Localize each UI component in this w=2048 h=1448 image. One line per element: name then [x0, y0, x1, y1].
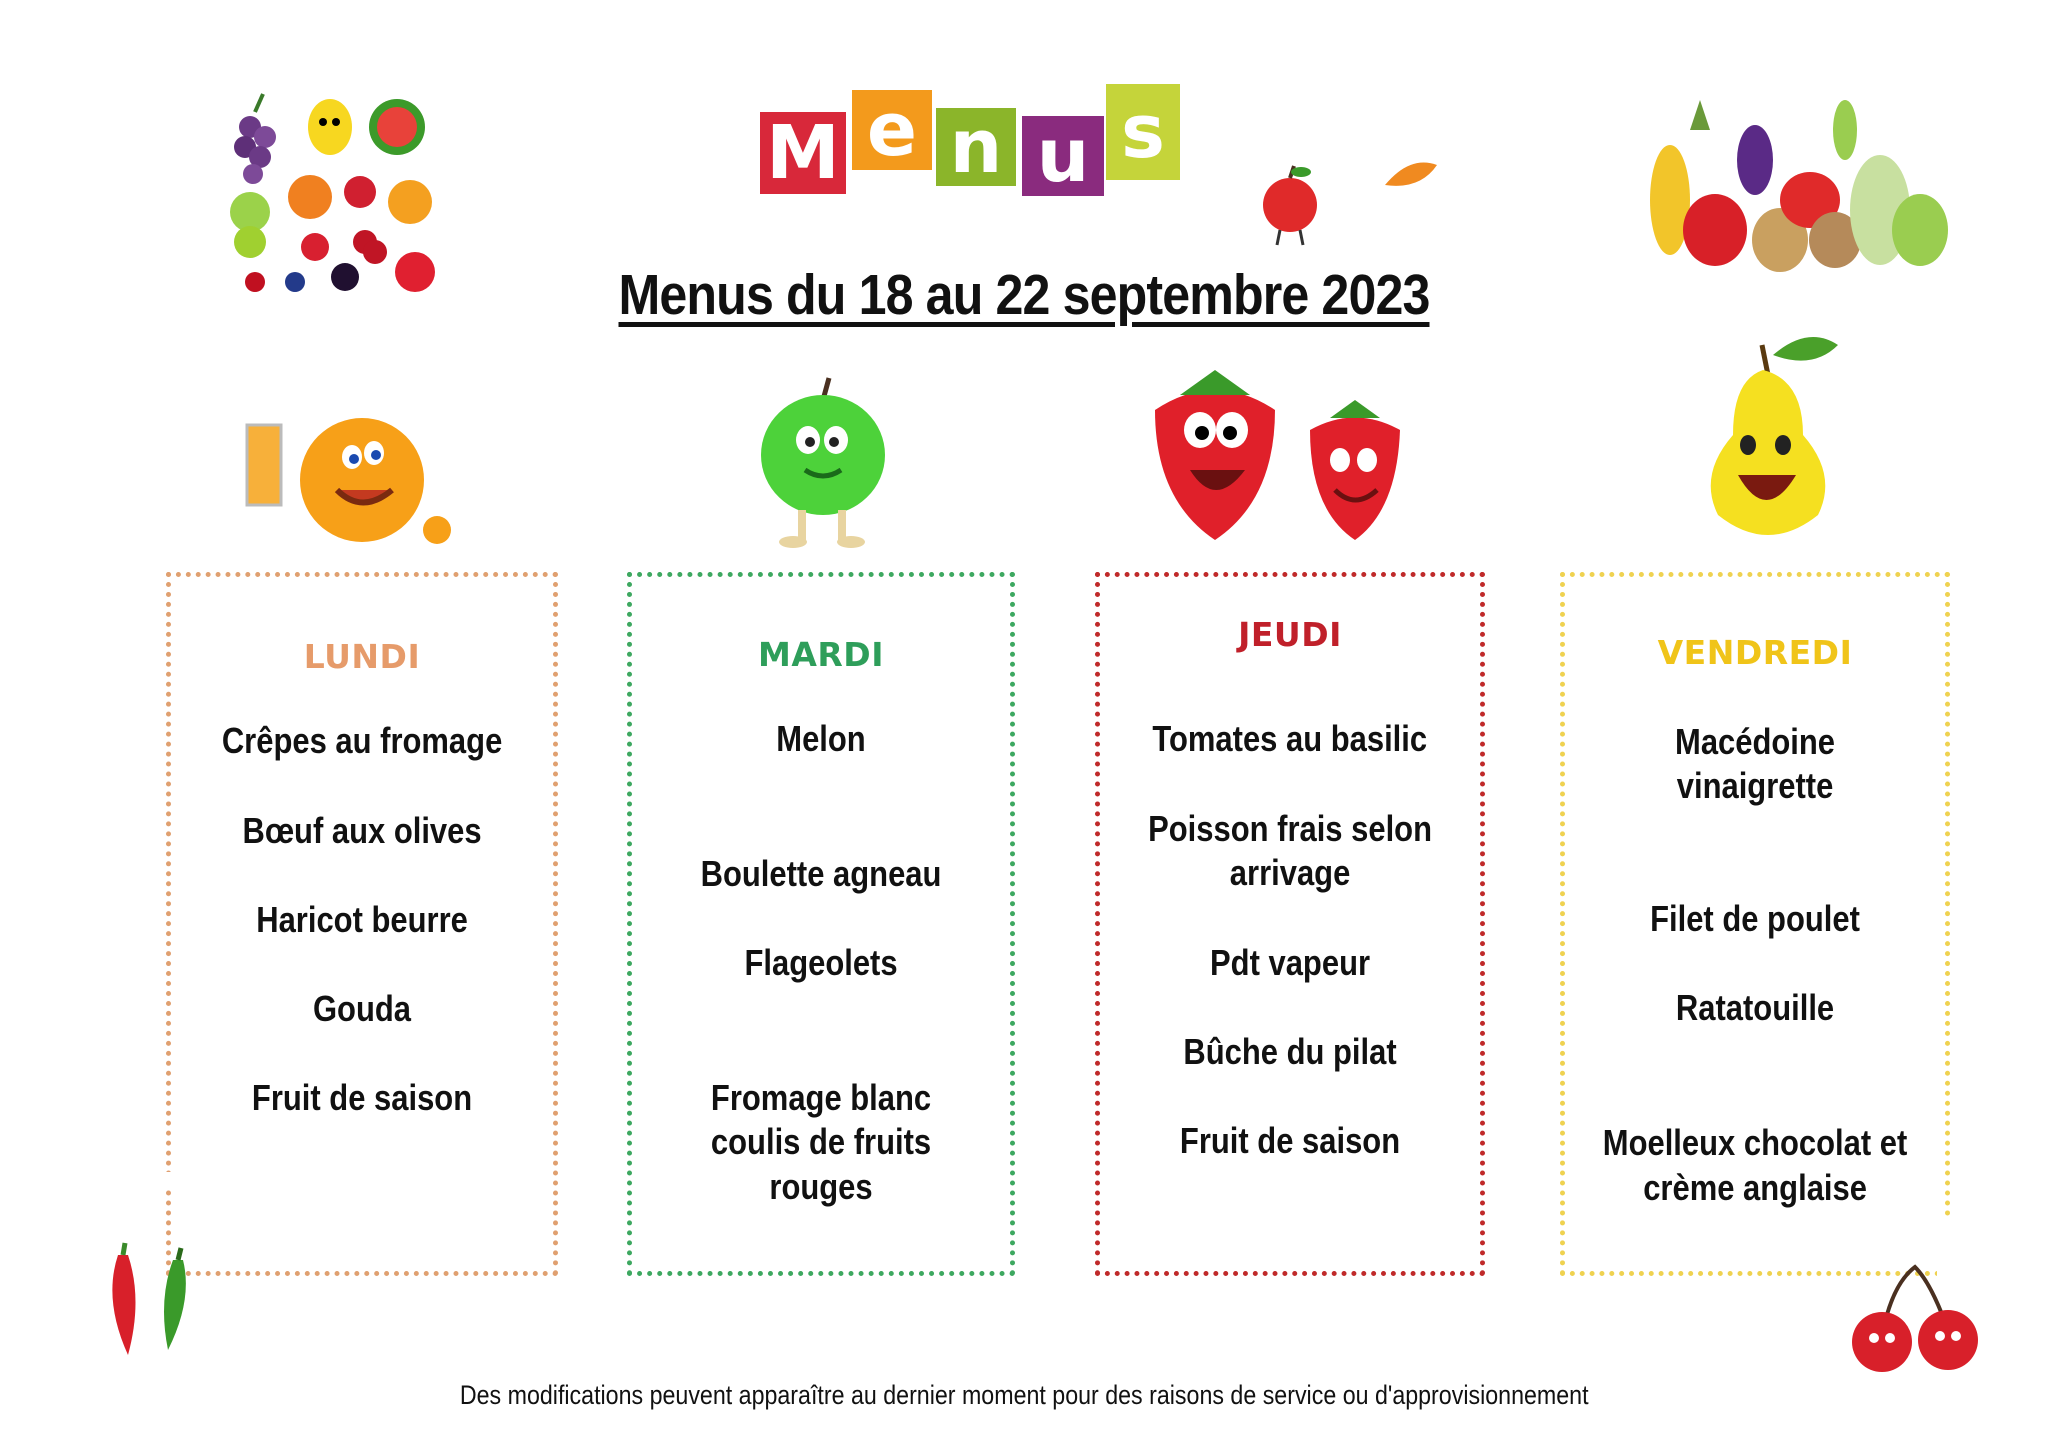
menu-item: Melon: [776, 718, 866, 759]
menu-item: vinaigrette: [1676, 765, 1834, 806]
day-card-jeudi: [1095, 572, 1485, 1276]
apple-icon: [1255, 160, 1325, 250]
orange-juice-icon: [232, 405, 462, 555]
menu-item: Poisson frais selon: [1148, 808, 1432, 849]
menu-item: Tomates au basilic: [1152, 718, 1428, 759]
menu-item: Fruit de saison: [251, 1077, 473, 1118]
pear-icon: [1688, 325, 1858, 550]
page-title: Menus du 18 au 22 septembre 2023: [618, 263, 1430, 327]
logo-letter-m: M: [760, 112, 846, 194]
menu-item: crème anglaise: [1643, 1167, 1867, 1208]
logo-letter-n: n: [936, 108, 1016, 186]
menu-item: Macédoine: [1674, 721, 1835, 762]
carrot-icon: [1375, 150, 1445, 200]
day-heading: VENDREDI: [1657, 633, 1853, 672]
footer-note: Des modifications peuvent apparaître au dernier moment pour des raisons de service ou d'approvisionnement: [459, 1380, 1589, 1410]
menu-item: Boulette agneau: [700, 853, 942, 894]
logo-letter-e: e: [852, 90, 932, 170]
menu-item: Fruit de saison: [1179, 1120, 1401, 1161]
menu-item: arrivage: [1229, 852, 1351, 893]
strawberries-icon: [1135, 360, 1425, 550]
menu-item: Bœuf aux olives: [242, 810, 482, 851]
menu-item: Bûche du pilat: [1183, 1031, 1397, 1072]
menu-item: Gouda: [312, 988, 412, 1029]
menu-item: Pdt vapeur: [1209, 942, 1370, 983]
vegetables-collage-icon: [1630, 90, 1960, 280]
day-card-lundi: [166, 572, 558, 1276]
day-card-vendredi: [1560, 572, 1950, 1276]
cherries-icon: [1840, 1262, 1990, 1382]
menu-item: Ratatouille: [1675, 987, 1835, 1028]
day-card-mardi: [627, 572, 1015, 1276]
logo-letter-s: s: [1106, 84, 1180, 180]
menu-item: Haricot beurre: [256, 899, 468, 940]
day-heading: LUNDI: [303, 637, 421, 676]
day-heading: MARDI: [758, 635, 884, 674]
peppers-icon: [88, 1240, 218, 1370]
menu-item: Filet de poulet: [1650, 898, 1860, 939]
day-heading: JEUDI: [1238, 615, 1342, 654]
menus-logo: [760, 80, 1180, 200]
menu-item: Moelleux chocolat et: [1602, 1122, 1908, 1163]
menu-item: coulis de fruits: [710, 1121, 932, 1162]
green-apple-icon: [733, 370, 913, 550]
menu-item: Fromage blanc: [710, 1077, 932, 1118]
logo-letter-u: u: [1022, 116, 1104, 196]
menu-item: Crêpes au fromage: [221, 720, 503, 761]
menu-item: Flageolets: [744, 942, 898, 983]
menu-item: rouges: [769, 1166, 873, 1207]
